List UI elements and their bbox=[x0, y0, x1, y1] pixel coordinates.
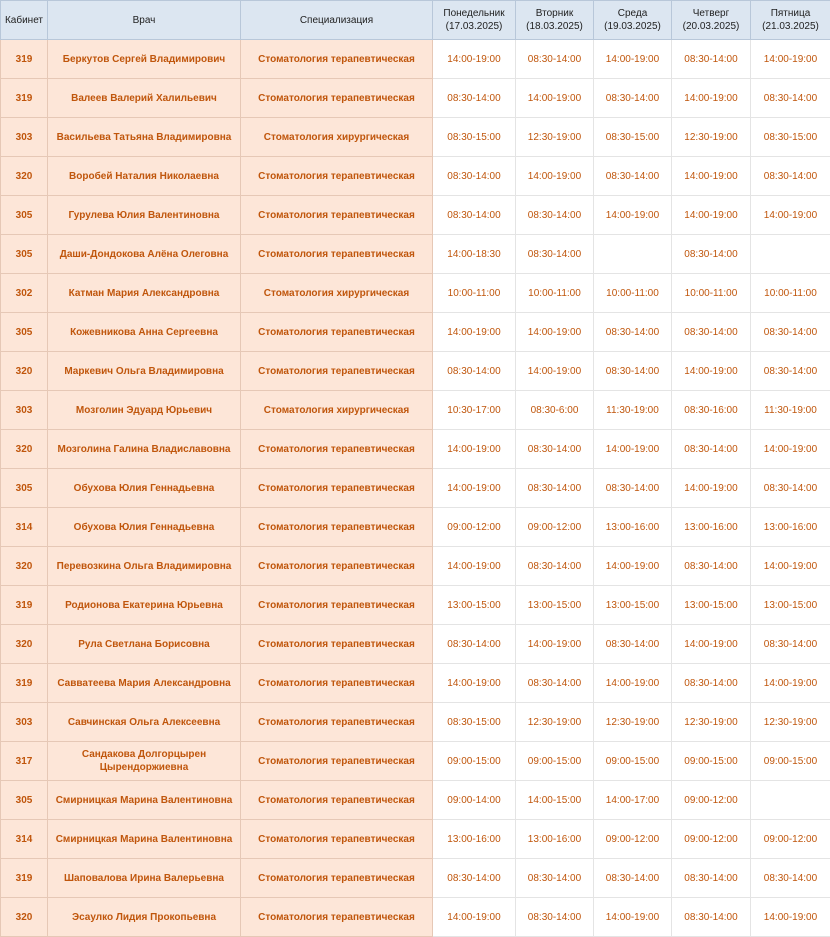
time-cell-wed: 09:00-15:00 bbox=[594, 742, 672, 781]
time-cell-wed: 08:30-14:00 bbox=[594, 859, 672, 898]
time-cell-fri: 08:30-15:00 bbox=[751, 118, 830, 157]
specialization-cell: Стоматология терапевтическая bbox=[241, 742, 433, 781]
time-cell-wed: 12:30-19:00 bbox=[594, 703, 672, 742]
time-cell-tue: 08:30-14:00 bbox=[516, 664, 594, 703]
time-cell-fri: 14:00-19:00 bbox=[751, 547, 830, 586]
doctor-cell: Смирницкая Марина Валентиновна bbox=[48, 820, 241, 859]
time-cell-tue: 08:30-14:00 bbox=[516, 859, 594, 898]
doctor-cell: Воробей Наталия Николаевна bbox=[48, 157, 241, 196]
time-cell-thu: 08:30-14:00 bbox=[672, 547, 751, 586]
time-cell-thu: 14:00-19:00 bbox=[672, 196, 751, 235]
specialization-cell: Стоматология хирургическая bbox=[241, 118, 433, 157]
time-cell-thu: 08:30-14:00 bbox=[672, 664, 751, 703]
time-cell-wed: 14:00-19:00 bbox=[594, 664, 672, 703]
doctor-cell: Перевозкина Ольга Владимировна bbox=[48, 547, 241, 586]
time-cell-mon: 09:00-12:00 bbox=[433, 508, 516, 547]
time-cell-mon: 14:00-19:00 bbox=[433, 313, 516, 352]
time-cell-mon: 14:00-19:00 bbox=[433, 664, 516, 703]
time-cell-mon: 14:00-19:00 bbox=[433, 40, 516, 79]
cabinet-cell: 320 bbox=[1, 625, 48, 664]
cabinet-cell: 319 bbox=[1, 79, 48, 118]
time-cell-fri: 13:00-15:00 bbox=[751, 586, 830, 625]
table-row bbox=[1, 157, 830, 196]
specialization-cell: Стоматология терапевтическая bbox=[241, 547, 433, 586]
time-cell-wed: 08:30-14:00 bbox=[594, 625, 672, 664]
time-cell-tue: 14:00-19:00 bbox=[516, 313, 594, 352]
time-cell-tue: 08:30-14:00 bbox=[516, 547, 594, 586]
cabinet-cell: 305 bbox=[1, 235, 48, 274]
time-cell-fri: 13:00-16:00 bbox=[751, 508, 830, 547]
doctor-cell: Савчинская Ольга Алексеевна bbox=[48, 703, 241, 742]
time-cell-fri bbox=[751, 235, 830, 274]
time-cell-mon: 08:30-15:00 bbox=[433, 703, 516, 742]
specialization-cell: Стоматология терапевтическая bbox=[241, 586, 433, 625]
table-row bbox=[1, 469, 830, 508]
time-cell-mon: 14:00-19:00 bbox=[433, 469, 516, 508]
time-cell-fri: 14:00-19:00 bbox=[751, 664, 830, 703]
time-cell-fri: 08:30-14:00 bbox=[751, 313, 830, 352]
cabinet-cell: 320 bbox=[1, 547, 48, 586]
time-cell-thu: 08:30-14:00 bbox=[672, 235, 751, 274]
specialization-cell: Стоматология терапевтическая bbox=[241, 820, 433, 859]
time-cell-fri: 08:30-14:00 bbox=[751, 79, 830, 118]
time-cell-tue: 08:30-14:00 bbox=[516, 898, 594, 937]
time-cell-mon: 08:30-14:00 bbox=[433, 859, 516, 898]
time-cell-tue: 08:30-14:00 bbox=[516, 235, 594, 274]
header-day-name: Пятница bbox=[753, 7, 828, 20]
table-row bbox=[1, 118, 830, 157]
time-cell-fri: 14:00-19:00 bbox=[751, 898, 830, 937]
time-cell-fri: 10:00-11:00 bbox=[751, 274, 830, 313]
doctor-cell: Гурулева Юлия Валентиновна bbox=[48, 196, 241, 235]
time-cell-mon: 08:30-14:00 bbox=[433, 157, 516, 196]
header-day-date: (18.03.2025) bbox=[518, 20, 591, 33]
table-row bbox=[1, 820, 830, 859]
specialization-cell: Стоматология терапевтическая bbox=[241, 781, 433, 820]
header-day-date: (20.03.2025) bbox=[674, 20, 748, 33]
time-cell-thu: 14:00-19:00 bbox=[672, 469, 751, 508]
cabinet-cell: 319 bbox=[1, 664, 48, 703]
specialization-cell: Стоматология терапевтическая bbox=[241, 664, 433, 703]
time-cell-wed: 14:00-19:00 bbox=[594, 196, 672, 235]
time-cell-tue: 13:00-15:00 bbox=[516, 586, 594, 625]
header-row bbox=[1, 1, 830, 40]
table-row bbox=[1, 625, 830, 664]
specialization-cell: Стоматология терапевтическая bbox=[241, 79, 433, 118]
time-cell-thu: 10:00-11:00 bbox=[672, 274, 751, 313]
time-cell-tue: 10:00-11:00 bbox=[516, 274, 594, 313]
time-cell-wed: 08:30-15:00 bbox=[594, 118, 672, 157]
doctor-cell: Мозголина Галина Владиславовна bbox=[48, 430, 241, 469]
specialization-cell: Стоматология терапевтическая bbox=[241, 625, 433, 664]
time-cell-fri: 14:00-19:00 bbox=[751, 196, 830, 235]
header-day-name: Среда bbox=[596, 7, 669, 20]
header-day-date: (19.03.2025) bbox=[596, 20, 669, 33]
cabinet-cell: 305 bbox=[1, 469, 48, 508]
table-row bbox=[1, 742, 830, 781]
specialization-cell: Стоматология терапевтическая bbox=[241, 157, 433, 196]
time-cell-mon: 14:00-19:00 bbox=[433, 547, 516, 586]
time-cell-mon: 14:00-18:30 bbox=[433, 235, 516, 274]
time-cell-thu: 08:30-14:00 bbox=[672, 859, 751, 898]
time-cell-thu: 14:00-19:00 bbox=[672, 352, 751, 391]
time-cell-fri: 14:00-19:00 bbox=[751, 40, 830, 79]
doctor-cell: Обухова Юлия Геннадьевна bbox=[48, 508, 241, 547]
doctor-cell: Мозголин Эдуард Юрьевич bbox=[48, 391, 241, 430]
doctor-cell: Смирницкая Марина Валентиновна bbox=[48, 781, 241, 820]
time-cell-fri: 14:00-19:00 bbox=[751, 430, 830, 469]
header-cabinet: Кабинет bbox=[1, 1, 48, 40]
table-row bbox=[1, 781, 830, 820]
table-row bbox=[1, 235, 830, 274]
time-cell-wed: 08:30-14:00 bbox=[594, 79, 672, 118]
time-cell-mon: 10:30-17:00 bbox=[433, 391, 516, 430]
time-cell-tue: 08:30-14:00 bbox=[516, 430, 594, 469]
cabinet-cell: 303 bbox=[1, 391, 48, 430]
time-cell-thu: 14:00-19:00 bbox=[672, 79, 751, 118]
cabinet-cell: 303 bbox=[1, 118, 48, 157]
doctor-cell: Обухова Юлия Геннадьевна bbox=[48, 469, 241, 508]
time-cell-wed: 10:00-11:00 bbox=[594, 274, 672, 313]
table-row bbox=[1, 40, 830, 79]
table-row bbox=[1, 430, 830, 469]
doctor-cell: Родионова Екатерина Юрьевна bbox=[48, 586, 241, 625]
cabinet-cell: 320 bbox=[1, 352, 48, 391]
cabinet-cell: 305 bbox=[1, 313, 48, 352]
specialization-cell: Стоматология хирургическая bbox=[241, 391, 433, 430]
cabinet-cell: 320 bbox=[1, 430, 48, 469]
table-row bbox=[1, 508, 830, 547]
header-day-name: Вторник bbox=[518, 7, 591, 20]
time-cell-thu: 08:30-14:00 bbox=[672, 898, 751, 937]
time-cell-tue: 08:30-14:00 bbox=[516, 40, 594, 79]
time-cell-wed: 13:00-15:00 bbox=[594, 586, 672, 625]
cabinet-cell: 303 bbox=[1, 703, 48, 742]
specialization-cell: Стоматология хирургическая bbox=[241, 274, 433, 313]
time-cell-tue: 14:00-19:00 bbox=[516, 157, 594, 196]
time-cell-tue: 09:00-12:00 bbox=[516, 508, 594, 547]
doctor-cell: Савватеева Мария Александровна bbox=[48, 664, 241, 703]
time-cell-mon: 09:00-14:00 bbox=[433, 781, 516, 820]
time-cell-mon: 08:30-14:00 bbox=[433, 196, 516, 235]
table-row bbox=[1, 547, 830, 586]
specialization-cell: Стоматология терапевтическая bbox=[241, 235, 433, 274]
header-day-name: Четверг bbox=[674, 7, 748, 20]
time-cell-thu: 12:30-19:00 bbox=[672, 703, 751, 742]
time-cell-mon: 08:30-14:00 bbox=[433, 625, 516, 664]
header-day-fri bbox=[751, 1, 830, 40]
time-cell-tue: 12:30-19:00 bbox=[516, 118, 594, 157]
header-day-mon bbox=[433, 1, 516, 40]
header-doctor: Врач bbox=[48, 1, 241, 40]
time-cell-fri: 08:30-14:00 bbox=[751, 352, 830, 391]
header-day-tue bbox=[516, 1, 594, 40]
specialization-cell: Стоматология терапевтическая bbox=[241, 508, 433, 547]
time-cell-wed: 14:00-19:00 bbox=[594, 547, 672, 586]
time-cell-wed: 08:30-14:00 bbox=[594, 469, 672, 508]
time-cell-thu: 08:30-14:00 bbox=[672, 430, 751, 469]
time-cell-thu: 14:00-19:00 bbox=[672, 625, 751, 664]
specialization-cell: Стоматология терапевтическая bbox=[241, 859, 433, 898]
specialization-cell: Стоматология терапевтическая bbox=[241, 196, 433, 235]
time-cell-mon: 08:30-15:00 bbox=[433, 118, 516, 157]
time-cell-thu: 08:30-14:00 bbox=[672, 313, 751, 352]
time-cell-thu: 12:30-19:00 bbox=[672, 118, 751, 157]
time-cell-fri bbox=[751, 781, 830, 820]
time-cell-fri: 08:30-14:00 bbox=[751, 625, 830, 664]
header-day-date: (21.03.2025) bbox=[753, 20, 828, 33]
cabinet-cell: 314 bbox=[1, 508, 48, 547]
time-cell-wed: 08:30-14:00 bbox=[594, 313, 672, 352]
time-cell-mon: 14:00-19:00 bbox=[433, 430, 516, 469]
time-cell-fri: 08:30-14:00 bbox=[751, 157, 830, 196]
doctor-cell: Кожевникова Анна Сергеевна bbox=[48, 313, 241, 352]
time-cell-fri: 11:30-19:00 bbox=[751, 391, 830, 430]
time-cell-thu: 08:30-14:00 bbox=[672, 40, 751, 79]
specialization-cell: Стоматология терапевтическая bbox=[241, 898, 433, 937]
table-row bbox=[1, 313, 830, 352]
header-day-wed bbox=[594, 1, 672, 40]
time-cell-tue: 13:00-16:00 bbox=[516, 820, 594, 859]
time-cell-tue: 08:30-14:00 bbox=[516, 196, 594, 235]
time-cell-tue: 08:30-14:00 bbox=[516, 469, 594, 508]
doctor-cell: Васильева Татьяна Владимировна bbox=[48, 118, 241, 157]
time-cell-tue: 14:00-19:00 bbox=[516, 625, 594, 664]
time-cell-mon: 08:30-14:00 bbox=[433, 79, 516, 118]
cabinet-cell: 319 bbox=[1, 859, 48, 898]
table-row bbox=[1, 352, 830, 391]
time-cell-thu: 13:00-15:00 bbox=[672, 586, 751, 625]
doctor-cell: Рула Светлана Борисовна bbox=[48, 625, 241, 664]
cabinet-cell: 314 bbox=[1, 820, 48, 859]
doctor-cell: Валеев Валерий Халильевич bbox=[48, 79, 241, 118]
time-cell-thu: 14:00-19:00 bbox=[672, 157, 751, 196]
doctor-cell: Маркевич Ольга Владимировна bbox=[48, 352, 241, 391]
table-row bbox=[1, 586, 830, 625]
doctor-cell: Сандакова Долгорцырен Цырендоржиевна bbox=[48, 742, 241, 781]
time-cell-tue: 14:00-15:00 bbox=[516, 781, 594, 820]
time-cell-wed bbox=[594, 235, 672, 274]
time-cell-fri: 09:00-15:00 bbox=[751, 742, 830, 781]
header-specialization: Специализация bbox=[241, 1, 433, 40]
table-row bbox=[1, 703, 830, 742]
time-cell-wed: 14:00-19:00 bbox=[594, 430, 672, 469]
time-cell-tue: 09:00-15:00 bbox=[516, 742, 594, 781]
cabinet-cell: 320 bbox=[1, 898, 48, 937]
doctor-cell: Катман Мария Александровна bbox=[48, 274, 241, 313]
time-cell-wed: 11:30-19:00 bbox=[594, 391, 672, 430]
table-row bbox=[1, 196, 830, 235]
time-cell-thu: 09:00-12:00 bbox=[672, 820, 751, 859]
time-cell-thu: 09:00-12:00 bbox=[672, 781, 751, 820]
specialization-cell: Стоматология терапевтическая bbox=[241, 703, 433, 742]
specialization-cell: Стоматология терапевтическая bbox=[241, 40, 433, 79]
time-cell-mon: 13:00-15:00 bbox=[433, 586, 516, 625]
time-cell-tue: 08:30-6:00 bbox=[516, 391, 594, 430]
time-cell-mon: 14:00-19:00 bbox=[433, 898, 516, 937]
time-cell-tue: 14:00-19:00 bbox=[516, 79, 594, 118]
cabinet-cell: 317 bbox=[1, 742, 48, 781]
cabinet-cell: 319 bbox=[1, 586, 48, 625]
time-cell-wed: 13:00-16:00 bbox=[594, 508, 672, 547]
time-cell-thu: 08:30-16:00 bbox=[672, 391, 751, 430]
cabinet-cell: 319 bbox=[1, 40, 48, 79]
time-cell-tue: 14:00-19:00 bbox=[516, 352, 594, 391]
time-cell-fri: 08:30-14:00 bbox=[751, 469, 830, 508]
table-row bbox=[1, 274, 830, 313]
time-cell-wed: 14:00-17:00 bbox=[594, 781, 672, 820]
time-cell-fri: 09:00-12:00 bbox=[751, 820, 830, 859]
time-cell-tue: 12:30-19:00 bbox=[516, 703, 594, 742]
time-cell-mon: 09:00-15:00 bbox=[433, 742, 516, 781]
time-cell-mon: 08:30-14:00 bbox=[433, 352, 516, 391]
time-cell-wed: 08:30-14:00 bbox=[594, 352, 672, 391]
doctor-cell: Даши-Дондокова Алёна Олеговна bbox=[48, 235, 241, 274]
time-cell-thu: 09:00-15:00 bbox=[672, 742, 751, 781]
doctor-cell: Эсаулко Лидия Прокопьевна bbox=[48, 898, 241, 937]
specialization-cell: Стоматология терапевтическая bbox=[241, 313, 433, 352]
cabinet-cell: 320 bbox=[1, 157, 48, 196]
doctor-cell: Шаповалова Ирина Валерьевна bbox=[48, 859, 241, 898]
specialization-cell: Стоматология терапевтическая bbox=[241, 469, 433, 508]
time-cell-wed: 09:00-12:00 bbox=[594, 820, 672, 859]
schedule-body bbox=[1, 40, 830, 937]
cabinet-cell: 302 bbox=[1, 274, 48, 313]
table-row bbox=[1, 859, 830, 898]
cabinet-cell: 305 bbox=[1, 781, 48, 820]
time-cell-fri: 12:30-19:00 bbox=[751, 703, 830, 742]
specialization-cell: Стоматология терапевтическая bbox=[241, 352, 433, 391]
header-day-date: (17.03.2025) bbox=[435, 20, 513, 33]
cabinet-cell: 305 bbox=[1, 196, 48, 235]
table-row bbox=[1, 664, 830, 703]
time-cell-wed: 14:00-19:00 bbox=[594, 40, 672, 79]
table-row bbox=[1, 898, 830, 937]
time-cell-fri: 08:30-14:00 bbox=[751, 859, 830, 898]
time-cell-wed: 14:00-19:00 bbox=[594, 898, 672, 937]
time-cell-mon: 10:00-11:00 bbox=[433, 274, 516, 313]
specialization-cell: Стоматология терапевтическая bbox=[241, 430, 433, 469]
table-row bbox=[1, 79, 830, 118]
header-day-thu bbox=[672, 1, 751, 40]
header-day-name: Понедельник bbox=[435, 7, 513, 20]
time-cell-mon: 13:00-16:00 bbox=[433, 820, 516, 859]
doctor-cell: Беркутов Сергей Владимирович bbox=[48, 40, 241, 79]
time-cell-thu: 13:00-16:00 bbox=[672, 508, 751, 547]
time-cell-wed: 08:30-14:00 bbox=[594, 157, 672, 196]
table-row bbox=[1, 391, 830, 430]
